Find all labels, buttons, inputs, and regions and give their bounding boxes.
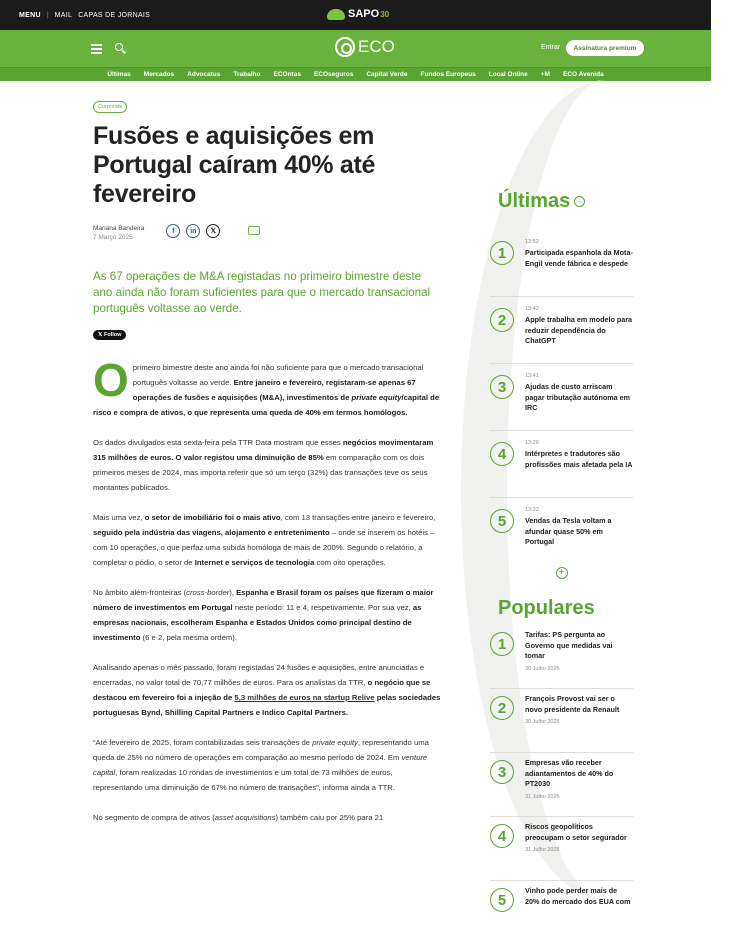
nav-item-capital-verde[interactable]: Capital Verde: [366, 71, 408, 78]
capas-link[interactable]: CAPAS DE JORNAIS: [78, 11, 151, 19]
mail-link[interactable]: MAIL: [54, 11, 73, 19]
nav-item-eco-avenida[interactable]: ECO Avenida: [562, 71, 604, 78]
nav-item-ecoseguros[interactable]: ECOseguros: [313, 71, 354, 78]
article: [93, 95, 443, 840]
item-time: 13:42: [525, 306, 539, 312]
dropcap: O: [93, 354, 129, 406]
rank-number: 1: [490, 632, 514, 656]
ultimas-heading[interactable]: [498, 190, 633, 213]
sidebar: [490, 190, 633, 945]
item-time: 13:22: [525, 507, 539, 513]
nav-item-mercados[interactable]: Mercados: [143, 71, 175, 78]
arrow-right-icon[interactable]: →: [576, 198, 584, 205]
item-title[interactable]: Empresas vão receber adiantamentos de 40% do PT2030: [525, 758, 614, 788]
item-title[interactable]: Tarifas: PS pergunta ao Governo que medidas vai tomar: [525, 630, 613, 660]
nav-item-fundos-europeus[interactable]: Fundos Europeus: [420, 71, 476, 78]
populares-heading: [498, 597, 633, 620]
sapo-logo-text: SAPO: [348, 8, 380, 20]
rank-number: 3: [490, 760, 514, 784]
list-item[interactable]: [490, 364, 633, 431]
item-date: 31 Julho 2025: [525, 793, 560, 800]
menu-link[interactable]: MENU: [19, 11, 41, 19]
sapo-badge: 30: [380, 9, 390, 19]
separator: |: [46, 11, 49, 19]
paragraph-5: Analisando apenas o mês passado, foram registadas 24 fusões e aquisições, entre anunciadas e encerradas, no valor total de 70,77 milhões de euros. Para os analistas da TTR, o negócio que se destacou em fevereiro foi a injeção de 5,3 milhões de euros na startup Relive pelas sociedades portuguesas Bynd, Shilling Capital Partners e Indico Capital Partners.: [93, 663, 441, 717]
item-title[interactable]: Ajudas de custo arriscam pagar tributação autónoma em IRC: [525, 382, 631, 412]
list-item[interactable]: [490, 689, 633, 753]
plus-icon[interactable]: +: [556, 567, 568, 579]
paragraph-1: Oprimeiro bimestre deste ano ainda foi não suficiente para que o mercado transacional português voltasse ao verde. Entre janeiro e fevereiro, registaram-se apenas 67 operações de fusões e aquisições (M&A), investimentos de private equity/capital de risco e compra de ativos, o que representa uma queda de 40% em termos homólogos.: [93, 354, 440, 417]
item-title[interactable]: Vendas da Tesla voltam a afundar quase 50% em Portugal: [525, 516, 612, 546]
frog-icon: [327, 9, 345, 20]
hamburger-icon[interactable]: [91, 44, 102, 56]
list-item[interactable]: [490, 498, 633, 565]
article-date: 7 Março 2025: [93, 234, 133, 241]
rank-number: 4: [490, 824, 514, 848]
list-item[interactable]: [490, 817, 633, 881]
paragraph-4: No âmbito além-fronteiras (cross-border), Espanha e Brasil foram os países que fizeram o maior número de investimentos em Portugal neste período: 11 e 4, respetivamente. Por sua vez, as empresas nacionais, escolheram Espanha e Estados Unidos como principal destino de investimento (6 e 2, pela mesma ordem).: [93, 588, 434, 642]
nav-item-local-online[interactable]: Local Online: [488, 71, 528, 78]
eco-logo-text: ECO: [358, 37, 395, 56]
x-follow-button[interactable]: 𝕏 Follow: [93, 330, 126, 340]
rank-number: 2: [490, 308, 514, 332]
author-name[interactable]: Mariana Bandeira: [93, 225, 145, 232]
item-title[interactable]: Intérpretes e tradutores são profissões mais afetada pela IA: [525, 449, 633, 469]
item-title[interactable]: Riscos geopolíticos preocupam o setor segurador: [525, 822, 627, 842]
nav-item-ultimas[interactable]: Últimas: [107, 71, 131, 78]
nav-item-m[interactable]: +M: [540, 71, 550, 78]
article-title: Fusões e aquisições em Portugal caíram 40% até fevereiro: [93, 122, 376, 208]
list-item[interactable]: [490, 297, 633, 364]
list-item[interactable]: [490, 230, 633, 297]
paragraph-6: “Até fevereiro de 2025, foram contabilizadas seis transações de private equity, representando uma queda de 25% no número de operações em comparação ao mesmo período de 2024. Em venture capital, foram realizadas 10 rondas de investimentos e um total de 73 milhões de euros, representando uma diminuição de 67% no número de transações”, informa ainda a TTR.: [93, 738, 429, 792]
top-bar: [0, 0, 711, 30]
item-title[interactable]: Vinho pode perder mais de 20% do mercado dos EUA com: [525, 886, 631, 906]
relive-link[interactable]: 5,3 milhões de euros na startup Relive: [234, 693, 375, 702]
eco-logo-icon: [335, 37, 355, 57]
rank-number: 1: [490, 241, 514, 265]
populares-title: Populares: [498, 597, 595, 619]
share-buttons: [166, 224, 226, 238]
nav-item-econtas[interactable]: ECOntas: [273, 71, 301, 78]
item-time: 13:52: [525, 239, 539, 245]
x-share-icon[interactable]: 𝕏: [206, 224, 220, 238]
article-lead: As 67 operações de M&A registadas no primeiro bimestre deste ano ainda não foram suficientes para que o mercado transacional português voltasse ao verde.: [93, 270, 431, 315]
sapo-logo[interactable]: [327, 8, 389, 20]
paragraph-3: Mais uma vez, o setor de imobiliário foi o mais ativo, com 13 transações entre janeiro e fevereiro, seguido pela indústria das viagens, alojamento e entretenimento – onde se inserem os hotéis – com 10 operações, o que perfaz uma subida homóloga de mais de 200%. Segundo o relatório, a completar o pódio, o setor de Internet e serviços de tecnologia com oito operações.: [93, 513, 436, 567]
item-date: 31 Julho 2025: [525, 847, 560, 853]
nav-bar: [0, 67, 711, 81]
login-link[interactable]: Entrar: [541, 44, 561, 51]
item-title[interactable]: Participada espanhola da Mota-Engil vende fábrica e despede: [525, 248, 633, 268]
rank-number: 3: [490, 375, 514, 399]
item-date: 30 Julho 2025: [525, 665, 560, 672]
premium-button[interactable]: Assinatura premium: [566, 40, 644, 56]
rank-number: 4: [490, 442, 514, 466]
rank-number: 5: [490, 888, 514, 912]
item-date: 30 Julho 2025: [525, 719, 560, 725]
article-body: [93, 354, 443, 825]
item-title[interactable]: François Provost vai ser o novo presidente da Renault: [525, 694, 620, 714]
search-icon[interactable]: [115, 43, 123, 51]
nav-item-advocatus[interactable]: Advocatus: [187, 71, 221, 78]
nav-item-trabalho[interactable]: Trabalho: [233, 71, 261, 78]
rank-number: 5: [490, 509, 514, 533]
ultimas-list: [490, 230, 633, 565]
linkedin-share-icon[interactable]: in: [186, 224, 200, 238]
byline: [93, 224, 443, 242]
paragraph-2: Os dados divulgados esta sexta-feira pela TTR Data mostram que esses negócios movimentaram 315 milhões de euros. O valor registou uma diminuição de 85% em comparação com os dois primeiros meses de 2024, mas importa referir que só um terço (32%) das transações teve os seus montantes publicados.: [93, 438, 434, 492]
category-tag[interactable]: Corporate: [93, 101, 127, 113]
header: [0, 30, 711, 67]
eco-logo[interactable]: [335, 37, 395, 57]
author-block: [93, 224, 144, 242]
populares-list: [490, 625, 633, 945]
list-item[interactable]: [490, 753, 633, 817]
item-time: 13:41: [525, 373, 539, 379]
item-title[interactable]: Apple trabalha em modelo para reduzir dependência do ChatGPT: [525, 315, 633, 345]
paragraph-7: No segmento de compra de ativos (asset acquisitions) também caiu por 25% para 21: [93, 813, 384, 822]
facebook-share-icon[interactable]: f: [166, 224, 180, 238]
comment-icon[interactable]: [248, 226, 260, 235]
item-time: 13:28: [525, 440, 539, 446]
rank-number: 2: [490, 696, 514, 720]
list-item[interactable]: [490, 431, 633, 498]
list-item[interactable]: [490, 625, 633, 689]
ultimas-title: Últimas: [498, 190, 571, 212]
list-item[interactable]: [490, 881, 633, 945]
